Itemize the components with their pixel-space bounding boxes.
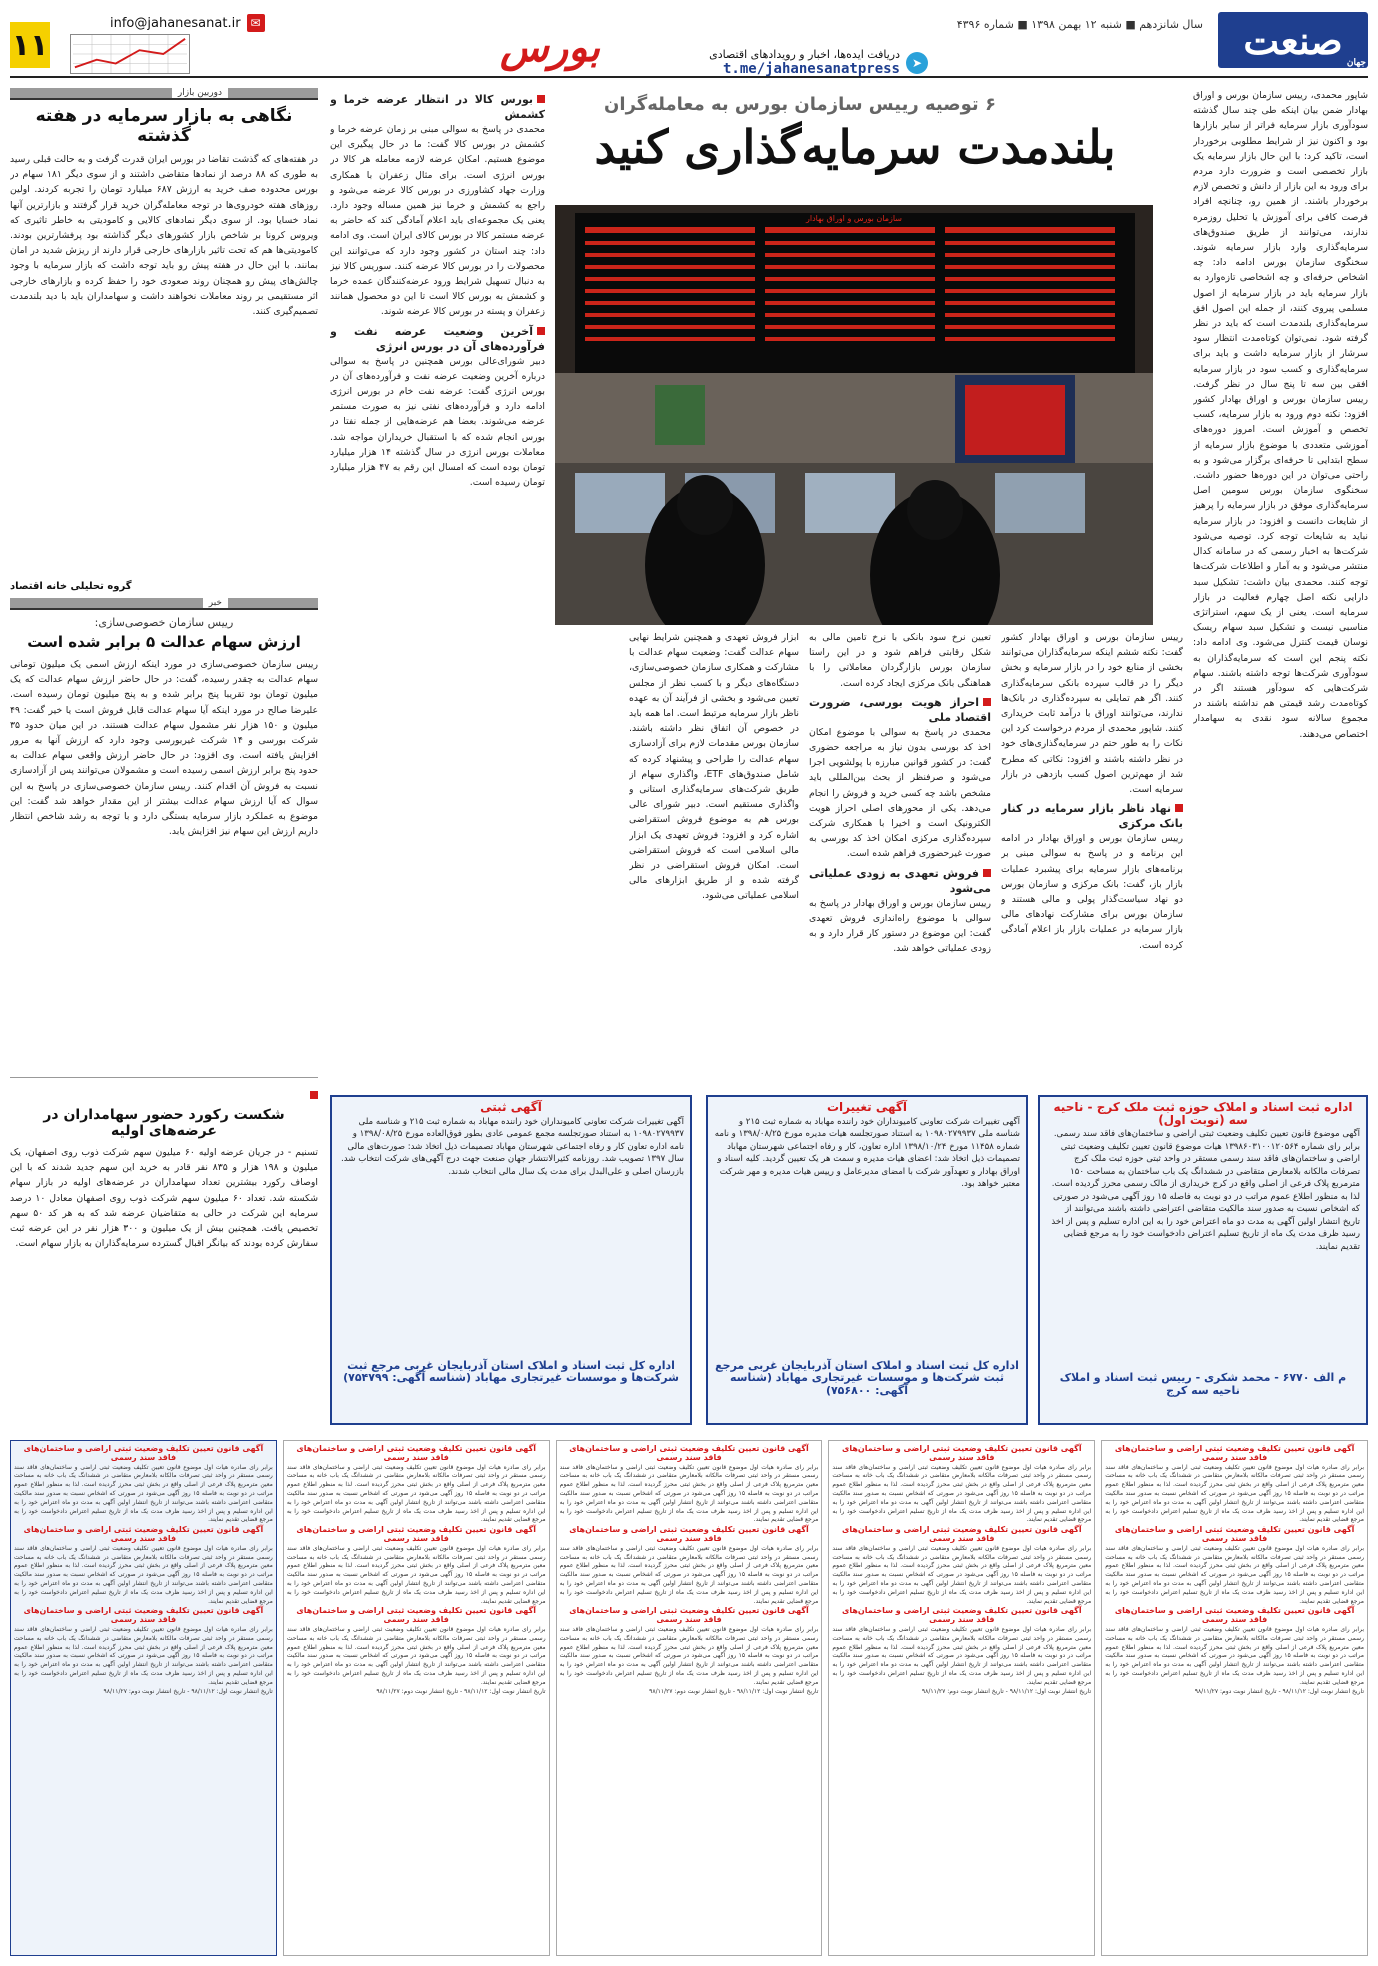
- article-column: شاپور محمدی، رییس سازمان بورس و اوراق بهادار ضمن بیان اینکه طی چند سال گذشته سودآوری بازار سرمایه فراتر از سایر بازارها بود و اکنون نیز از شرایط مطلوبی برخوردار است، تاکید کرد: با این حال بازار سرمایه یک بازار تخصصی است و ضرورت دارد مردم برای ورود به این بازار از دانش و تخصص لازم برخوردار باشند. از همین رو، چنانچه افراد فرصت کافی برای آموزش یا تحلیل روزمره ندارند، می‌توانند از طریق صندوق‌های سرمایه‌گذاری وارد بازار سرمایه شوند. سخنگوی سازمان بورس ادامه داد: چه اشخاص حرفه‌ای و چه اشخاصی تازه‌وارد به بازار سرمایه باید در بازار سرمایه از اصول مسلمی پیروی کنند، از جمله این اصول افق سرمایه‌گذاری بلندمدت است که باید در نظر گرفته شود. نمی‌توان کوتاه‌مدت انتظار سود سرشار از بازار سرمایه داشت و باید برای سرمایه‌گذاری و کسب سود در بازار سرمایه افقی بین سه تا پنج سال در نظر گرفت. رییس سازمان بورس و اوراق بهادار کشور افزود: نکته دوم ورود به بازار سرمایه، کسب تخصص و آموزش است. امروز دوره‌های آموزشی متعددی با موضوع بازار سرمایه از سطح ابتدایی تا حرفه‌ای برگزار می‌شود و به راحتی می‌توان در این دوره‌ها حضور داشت. سخنگوی سازمان بورس سومین اصل سرمایه‌گذاری موفق در بازار سرمایه را پرهیز از شایعات دانست و افزود: در بازار سرمایه نباید به شایعات توجه کرد. توصیه می‌شود شرکت‌ها به اخبار رسمی که در سامانه کدال منتشر می‌شود و به آمار و اطلاعات شرکت‌ها توجه کنند. محمدی بیان داشت: تشکیل سبد دارایی نکته اصل چهارم فعالیت در بازار سرمایه است. یعنی از یک سهم، استراتژی مناسبی نیست و تشکیل سبد سهام ریسک نوسان قیمت کنترل می‌شود. وی ادامه داد: نکته پنجم این است که سرمایه‌گذاران به سودآوری شرکت‌ها توجه داشته باشند. سهام شرکت‌هایی که سودآور هستند اگر در کوتاه‌مدت رشد قیمتی هم نداشته باشند در مجموع سالانه سود نقدی به سهامدار اختصاص می‌دهند.: [1193, 90, 1368, 740]
- article-subhead: فروش تعهدی به زودی عملیاتی می‌شود: [809, 866, 991, 895]
- email-address[interactable]: info@jahanesanat.ir: [110, 15, 241, 31]
- mini-ad[interactable]: آگهی قانون تعیین تکلیف وضعیت ثبتی اراضی و ساختمان‌های فاقد سند رسمی برابر رای صادره هیات اول موضوع قانون تعیین تکلیف وضعیت ثبتی اراضی و ساختمان‌های فاقد سند رسمی مستقر در واحد ثبتی تصرفات مالکانه بلامعارض متقاضی در ششدانگ یک باب خانه به مساحت معین مترمربع پلاک فرعی از اصلی واقع در بخش ثبتی محرز گردیده است. لذا به منظور اطلاع عموم مراتب در دو نوبت به فاصله ۱۵ روز آگهی می‌شود در صورتی که اشخاص نسبت به صدور سند مالکیت متقاضی اعتراضی داشته باشند می‌توانند از تاریخ انتشار اولین آگهی به مدت دو ماه اعتراض خود را به این اداره تسلیم و پس از اخذ رسید ظرف مدت یک ماه از تاریخ تسلیم اعتراض دادخواست خود را به مرجع قضایی تقدیم نمایند. آگهی قانون تعیین تکلیف وضعیت ثبتی اراضی و ساختمان‌های فاقد سند رسمی برابر رای صادره هیات اول موضوع قانون تعیین تکلیف وضعیت ثبتی اراضی و ساختمان‌های فاقد سند رسمی مستقر در واحد ثبتی تصرفات مالکانه بلامعارض متقاضی در ششدانگ یک باب خانه به مساحت معین مترمربع پلاک فرعی از اصلی واقع در بخش ثبتی محرز گردیده است. لذا به منظور اطلاع عموم مراتب در دو نوبت به فاصله ۱۵ روز آگهی می‌شود در صورتی که اشخاص نسبت به صدور سند مالکیت متقاضی اعتراضی داشته باشند می‌توانند از تاریخ انتشار اولین آگهی به مدت دو ماه اعتراض خود را به این اداره تسلیم و پس از اخذ رسید ظرف مدت یک ماه از تاریخ تسلیم اعتراض دادخواست خود را به مرجع قضایی تقدیم نمایند. آگهی قانون تعیین تکلیف وضعیت ثبتی اراضی و ساختمان‌های فاقد سند رسمی برابر رای صادره هیات اول موضوع قانون تعیین تکلیف وضعیت ثبتی اراضی و ساختمان‌های فاقد سند رسمی مستقر در واحد ثبتی تصرفات مالکانه بلامعارض متقاضی در ششدانگ یک باب خانه به مساحت معین مترمربع پلاک فرعی از اصلی واقع در بخش ثبتی محرز گردیده است. لذا به منظور اطلاع عموم مراتب در دو نوبت به فاصله ۱۵ روز آگهی می‌شود در صورتی که اشخاص نسبت به صدور سند مالکیت متقاضی اعتراضی داشته باشند می‌توانند از تاریخ انتشار اولین آگهی به مدت دو ماه اعتراض خود را به این اداره تسلیم و پس از اخذ رسید ظرف مدت یک ماه از تاریخ تسلیم اعتراض دادخواست خود را به مرجع قضایی تقدیم نمایند. تاریخ انتشار نوبت اول: ۹۸/۱۱/۱۲ - تاریخ انتشار نوبت دوم: ۹۸/۱۱/۲۷: [556, 1440, 823, 1956]
- ad-footer: م الف ۶۷۷۰ - محمد شکری - رییس ثبت اسناد و املاک ناحیه سه کرج: [1059, 1371, 1347, 1397]
- ad-body: آگهی تغییرات شرکت تعاونی کامیونداران خود راننده مهاباد به شماره ثبت ۲۱۵ و شناسه ملی ۱۰۹۸۰۲۷۹۹۳۷ به استناد صورتجلسه مجمع عمومی عادی بطور فوق‌العاده مورخ ۱۳۹۸/۰۸/۲۵ و نامه اداره تعاون کار و رفاه اجتماعی شهرستان مهاباد تصمیمات ذیل اتخاذ شد: صورت‌های مالی سال ۱۳۹۷ تصویب شد. روزنامه کثیرالانتشار جهان صنعت جهت درج آگهی‌های شرکت انتخاب شد. بازرسان اصلی و علی‌البدل برای مدت یک سال مالی انتخاب شدند.: [341, 1116, 684, 1177]
- article-body: در هفته‌های که گذشت تقاضا در بورس ایران قدرت گرفت و به حالت قبلی رسید به طوری که ۸۸ درصد از نمادها متقاضی داشتند و از سوی دیگر ۱۸۱ سهام در بورس محدوده صف خرید به ارزش ۶۸۷ میلیارد تومان را تجربه کردند. اولین روزهای هفته خودروی‌ها در توجه معامله‌گران خرید قرار گرفتند و بازارترین آنها نماد خسایا بود. از سوی دیگر نمادهای کالایی و کامودیتی به خاطر تاثیری که ویروس کرونا بر شاخص بازار کشورهای دیگر گذاشته بود پرفشارترین بودند. کامودیتی‌ها هم که تحت تاثیر بازارهای خارجی قرار دارند از ریزش شدید در امان بمانند. با این حال در هفته پیش رو باید توجه داشت که بازار سرمایه با وجود چالش‌های پیش رو همچنان روند صعودی خود را حفظ کرده و بازارهای خارجی اثر مستقیمی بر روند معاملات نخواهند داشت و سهامداران باید با دید بلندمدت تصمیم‌گیری کنند.: [10, 154, 318, 318]
- article-subhead: بورس کالا در انتظار عرضه خرما و کشمش: [330, 93, 545, 121]
- mini-ad[interactable]: آگهی قانون تعیین تکلیف وضعیت ثبتی اراضی و ساختمان‌های فاقد سند رسمی برابر رای صادره هیات اول موضوع قانون تعیین تکلیف وضعیت ثبتی اراضی و ساختمان‌های فاقد سند رسمی مستقر در واحد ثبتی تصرفات مالکانه بلامعارض متقاضی در ششدانگ یک باب خانه به مساحت معین مترمربع پلاک فرعی از اصلی واقع در بخش ثبتی محرز گردیده است. لذا به منظور اطلاع عموم مراتب در دو نوبت به فاصله ۱۵ روز آگهی می‌شود در صورتی که اشخاص نسبت به صدور سند مالکیت متقاضی اعتراضی داشته باشند می‌توانند از تاریخ انتشار اولین آگهی به مدت دو ماه اعتراض خود را به این اداره تسلیم و پس از اخذ رسید ظرف مدت یک ماه از تاریخ تسلیم اعتراض دادخواست خود را به مرجع قضایی تقدیم نمایند. آگهی قانون تعیین تکلیف وضعیت ثبتی اراضی و ساختمان‌های فاقد سند رسمی برابر رای صادره هیات اول موضوع قانون تعیین تکلیف وضعیت ثبتی اراضی و ساختمان‌های فاقد سند رسمی مستقر در واحد ثبتی تصرفات مالکانه بلامعارض متقاضی در ششدانگ یک باب خانه به مساحت معین مترمربع پلاک فرعی از اصلی واقع در بخش ثبتی محرز گردیده است. لذا به منظور اطلاع عموم مراتب در دو نوبت به فاصله ۱۵ روز آگهی می‌شود در صورتی که اشخاص نسبت به صدور سند مالکیت متقاضی اعتراضی داشته باشند می‌توانند از تاریخ انتشار اولین آگهی به مدت دو ماه اعتراض خود را به این اداره تسلیم و پس از اخذ رسید ظرف مدت یک ماه از تاریخ تسلیم اعتراض دادخواست خود را به مرجع قضایی تقدیم نمایند. آگهی قانون تعیین تکلیف وضعیت ثبتی اراضی و ساختمان‌های فاقد سند رسمی برابر رای صادره هیات اول موضوع قانون تعیین تکلیف وضعیت ثبتی اراضی و ساختمان‌های فاقد سند رسمی مستقر در واحد ثبتی تصرفات مالکانه بلامعارض متقاضی در ششدانگ یک باب خانه به مساحت معین مترمربع پلاک فرعی از اصلی واقع در بخش ثبتی محرز گردیده است. لذا به منظور اطلاع عموم مراتب در دو نوبت به فاصله ۱۵ روز آگهی می‌شود در صورتی که اشخاص نسبت به صدور سند مالکیت متقاضی اعتراضی داشته باشند می‌توانند از تاریخ انتشار اولین آگهی به مدت دو ماه اعتراض خود را به این اداره تسلیم و پس از اخذ رسید ظرف مدت یک ماه از تاریخ تسلیم اعتراض دادخواست خود را به مرجع قضایی تقدیم نمایند. تاریخ انتشار نوبت اول: ۹۸/۱۱/۱۲ - تاریخ انتشار نوبت دوم: ۹۸/۱۱/۲۷: [283, 1440, 550, 1956]
- mini-ad[interactable]: آگهی قانون تعیین تکلیف وضعیت ثبتی اراضی و ساختمان‌های فاقد سند رسمی برابر رای صادره هیات اول موضوع قانون تعیین تکلیف وضعیت ثبتی اراضی و ساختمان‌های فاقد سند رسمی مستقر در واحد ثبتی تصرفات مالکانه بلامعارض متقاضی در ششدانگ یک باب خانه به مساحت معین مترمربع پلاک فرعی از اصلی واقع در بخش ثبتی محرز گردیده است. لذا به منظور اطلاع عموم مراتب در دو نوبت به فاصله ۱۵ روز آگهی می‌شود در صورتی که اشخاص نسبت به صدور سند مالکیت متقاضی اعتراضی داشته باشند می‌توانند از تاریخ انتشار اولین آگهی به مدت دو ماه اعتراض خود را به این اداره تسلیم و پس از اخذ رسید ظرف مدت یک ماه از تاریخ تسلیم اعتراض دادخواست خود را به مرجع قضایی تقدیم نمایند. آگهی قانون تعیین تکلیف وضعیت ثبتی اراضی و ساختمان‌های فاقد سند رسمی برابر رای صادره هیات اول موضوع قانون تعیین تکلیف وضعیت ثبتی اراضی و ساختمان‌های فاقد سند رسمی مستقر در واحد ثبتی تصرفات مالکانه بلامعارض متقاضی در ششدانگ یک باب خانه به مساحت معین مترمربع پلاک فرعی از اصلی واقع در بخش ثبتی محرز گردیده است. لذا به منظور اطلاع عموم مراتب در دو نوبت به فاصله ۱۵ روز آگهی می‌شود در صورتی که اشخاص نسبت به صدور سند مالکیت متقاضی اعتراضی داشته باشند می‌توانند از تاریخ انتشار اولین آگهی به مدت دو ماه اعتراض خود را به این اداره تسلیم و پس از اخذ رسید ظرف مدت یک ماه از تاریخ تسلیم اعتراض دادخواست خود را به مرجع قضایی تقدیم نمایند. آگهی قانون تعیین تکلیف وضعیت ثبتی اراضی و ساختمان‌های فاقد سند رسمی برابر رای صادره هیات اول موضوع قانون تعیین تکلیف وضعیت ثبتی اراضی و ساختمان‌های فاقد سند رسمی مستقر در واحد ثبتی تصرفات مالکانه بلامعارض متقاضی در ششدانگ یک باب خانه به مساحت معین مترمربع پلاک فرعی از اصلی واقع در بخش ثبتی محرز گردیده است. لذا به منظور اطلاع عموم مراتب در دو نوبت به فاصله ۱۵ روز آگهی می‌شود در صورتی که اشخاص نسبت به صدور سند مالکیت متقاضی اعتراضی داشته باشند می‌توانند از تاریخ انتشار اولین آگهی به مدت دو ماه اعتراض خود را به این اداره تسلیم و پس از اخذ رسید ظرف مدت یک ماه از تاریخ تسلیم اعتراض دادخواست خود را به مرجع قضایی تقدیم نمایند. تاریخ انتشار نوبت اول: ۹۸/۱۱/۱۲ - تاریخ انتشار نوبت دوم: ۹۸/۱۱/۲۷: [828, 1440, 1095, 1956]
- article-byline: گروه تحلیلی خانه اقتصاد: [10, 581, 132, 592]
- kicker-bar: [10, 88, 318, 100]
- telegram-url[interactable]: t.me/jahanesanatpress: [722, 61, 900, 77]
- bullet-icon: [1175, 804, 1183, 812]
- article-text: رییس سازمان بورس و اوراق بهادار در پاسخ به سوالی با موضوع راه‌اندازی فروش تعهدی گفت: این موضوع در دستور کار قرار دارد و به زودی عملیاتی خواهد شد.: [809, 897, 991, 955]
- kicker-bar: [10, 598, 318, 610]
- bullet-icon: [983, 698, 991, 706]
- mini-ad[interactable]: آگهی قانون تعیین تکلیف وضعیت ثبتی اراضی و ساختمان‌های فاقد سند رسمی برابر رای صادره هیات اول موضوع قانون تعیین تکلیف وضعیت ثبتی اراضی و ساختمان‌های فاقد سند رسمی مستقر در واحد ثبتی تصرفات مالکانه بلامعارض متقاضی در ششدانگ یک باب خانه به مساحت معین مترمربع پلاک فرعی از اصلی واقع در بخش ثبتی محرز گردیده است. لذا به منظور اطلاع عموم مراتب در دو نوبت به فاصله ۱۵ روز آگهی می‌شود در صورتی که اشخاص نسبت به صدور سند مالکیت متقاضی اعتراضی داشته باشند می‌توانند از تاریخ انتشار اولین آگهی به مدت دو ماه اعتراض خود را به این اداره تسلیم و پس از اخذ رسید ظرف مدت یک ماه از تاریخ تسلیم اعتراض دادخواست خود را به مرجع قضایی تقدیم نمایند. آگهی قانون تعیین تکلیف وضعیت ثبتی اراضی و ساختمان‌های فاقد سند رسمی برابر رای صادره هیات اول موضوع قانون تعیین تکلیف وضعیت ثبتی اراضی و ساختمان‌های فاقد سند رسمی مستقر در واحد ثبتی تصرفات مالکانه بلامعارض متقاضی در ششدانگ یک باب خانه به مساحت معین مترمربع پلاک فرعی از اصلی واقع در بخش ثبتی محرز گردیده است. لذا به منظور اطلاع عموم مراتب در دو نوبت به فاصله ۱۵ روز آگهی می‌شود در صورتی که اشخاص نسبت به صدور سند مالکیت متقاضی اعتراضی داشته باشند می‌توانند از تاریخ انتشار اولین آگهی به مدت دو ماه اعتراض خود را به این اداره تسلیم و پس از اخذ رسید ظرف مدت یک ماه از تاریخ تسلیم اعتراض دادخواست خود را به مرجع قضایی تقدیم نمایند. آگهی قانون تعیین تکلیف وضعیت ثبتی اراضی و ساختمان‌های فاقد سند رسمی برابر رای صادره هیات اول موضوع قانون تعیین تکلیف وضعیت ثبتی اراضی و ساختمان‌های فاقد سند رسمی مستقر در واحد ثبتی تصرفات مالکانه بلامعارض متقاضی در ششدانگ یک باب خانه به مساحت معین مترمربع پلاک فرعی از اصلی واقع در بخش ثبتی محرز گردیده است. لذا به منظور اطلاع عموم مراتب در دو نوبت به فاصله ۱۵ روز آگهی می‌شود در صورتی که اشخاص نسبت به صدور سند مالکیت متقاضی اعتراضی داشته باشند می‌توانند از تاریخ انتشار اولین آگهی به مدت دو ماه اعتراض خود را به این اداره تسلیم و پس از اخذ رسید ظرف مدت یک ماه از تاریخ تسلیم اعتراض دادخواست خود را به مرجع قضایی تقدیم نمایند. تاریخ انتشار نوبت اول: ۹۸/۱۱/۱۲ - تاریخ انتشار نوبت دوم: ۹۸/۱۱/۲۷: [10, 1440, 277, 1956]
- issue-info: سال شانزدهم ■ شنبه ۱۲ بهمن ۱۳۹۸ ■ شماره ۴۳۹۶: [956, 18, 1203, 31]
- article-text: دبیر شورای‌عالی بورس همچنین در پاسخ به سوالی درباره آخرین وضعیت عرضه نفت و فرآورده‌های آن در بورس انرژی گفت: عرضه نفت خام در بورس انرژی ادامه دارد و فرآورده‌های نفتی نیز به صورت مستمر عرضه می‌شوند. بعضا هم عرضه‌هایی از جمله نفتا در بورس انجام شده که با استقبال خریداران مواجه شد. معاملات بورس انرژی در سال گذشته ۱۴ هزار میلیارد تومان بوده است که امسال این رقم به ۴۷ هزار میلیارد تومان رسیده است.: [330, 355, 545, 489]
- article-column: ابزار فروش تعهدی و همچنین شرایط نهایی سهام عدالت گفت: وضعیت سهام عدالت با مشارکت و همکاری سازمان خصوصی‌سازی، دستگاه‌های دیگر و با کسب نظر از مجلس تعیین می‌شود و بخشی از فرآیند آن به عهده ناظر بازار سرمایه مرتبط است. اما همه باید در خصوص آن اتفاق نظر داشته باشند. سازمان بورس مقدمات لازم برای آزادسازی سهام عدالت را طراحی و پیشنهاد کرده که شامل صندوق‌های ETF، واگذاری سهام از طریق شرکت‌های سرمایه‌گذاری استانی و واگذاری مستقیم است. دبیر شورای عالی بورس هم به موضوع فروش استقراضی اشاره کرد و افزود: فروش تعهدی یک ابزار مالی اسلامی است که فروش استقراضی است. امکان فروش استقراضی در نظر گرفته شده و از طریق ابزارهای مالی اسلامی عملیاتی می‌شود.: [629, 632, 799, 902]
- email-contact[interactable]: [110, 14, 265, 32]
- ad-title: آگهی ثبتی: [480, 1100, 542, 1114]
- left-column: [10, 88, 318, 1315]
- bullet-icon: [983, 869, 991, 877]
- article-text: محمدی در پاسخ به سوالی مبنی بر زمان عرضه خرما و کشمش در بورس کالا گفت: ما در حال پیگیری این موضوع هستیم. امکان عرضه لازمه معامله هر کالا در بورس انرژی است. برای مثال زعفران با همکاری وزارت جهاد کشاورزی در بورس کالا عرضه می‌شود و راجع به کشمش و خرما نیز همین مساله وجود دارد. یعنی یک مجموعه‌ای باید اعلام آمادگی کند که حاضر به عرضه مستمر کالا در بورس کالای ایران است. وی ادامه داد: چند استان در کشور وجود دارد که می‌توانند این محصولات را در بورس کالا عرضه کنند. سوریس کالا نیز به دنبال تسهیل شرایط ورود عرضه‌کنندگان عمده خرما و کشمش به بورس کالا است تا این دو محصول همانند زعفران و پسته در بورس کالا عرضه شوند.: [330, 124, 545, 318]
- telegram-link[interactable]: [709, 48, 928, 77]
- main-headline[interactable]: بلندمدت سرمایه‌گذاری کنید: [594, 120, 1116, 174]
- stock-exchange-photo: [555, 205, 1153, 625]
- masthead: [10, 8, 1368, 78]
- page-number: ۱۱: [10, 22, 50, 68]
- ad-body: آگهی موضوع قانون تعیین تکلیف وضعیت ثبتی اراضی و ساختمان‌های فاقد سند رسمی. برابر رای شماره ۱۳۹۸۶۰۳۱۰۰۱۲۰۵۶۴ هیات موضوع قانون تعیین تکلیف وضعیت ثبتی اراضی و ساختمان‌های فاقد سند رسمی مستقر در واحد ثبتی حوزه ثبت ملک کرج تصرفات مالکانه بلامعارض متقاضی در ششدانگ یک باب ساختمان به مساحت ۱۵۰ مترمربع پلاک فرعی از اصلی واقع در کرج خریداری از مالک رسمی محرز گردیده است. لذا به منظور اطلاع عموم مراتب در دو نوبت به فاصله ۱۵ روز آگهی می‌شود در صورتی که اشخاص نسبت به صدور سند مالکیت متقاضی اعتراضی داشته باشند می‌توانند از تاریخ انتشار اولین آگهی به مدت دو ماه اعتراض خود را به این اداره تسلیم و پس از اخذ رسید ظرف مدت یک ماه از تاریخ تسلیم اعتراض دادخواست خود را به مرجع قضایی تقدیم نمایند.: [1051, 1129, 1360, 1252]
- article-text: رییس سازمان بورس و اوراق بهادار در ادامه این برنامه و در پاسخ به سوالی مبنی بر برنامه‌های بازار سرمایه برای پیشبرد عملیات بازار باز، گفت: بانک مرکزی و سازمان بورس دو نهاد سیاست‌گذار پولی و مالی هستند و سازمان بورس برای مشارکت نهادهای مالی بازار سرمایه در عملیات بازار باز اعلام آمادگی کرده است.: [1001, 833, 1183, 951]
- article-text: تعیین نرخ سود بانکی با نرخ تامین مالی به شکل رقابتی فراهم شود و در این راستا سازمان بورس بازارگردان معاملاتی را با هماهنگی بانک مرکزی ایجاد کرده است.: [809, 632, 991, 689]
- ad-footer: اداره کل ثبت اسناد و املاک استان آذربایجان غربی مرجع ثبت شرکت‌ها و موسسات غیرتجاری مهاباد (شناسه آگهی: ۷۵۴۷۹۹): [343, 1358, 679, 1384]
- ad-footer: اداره کل ثبت اسناد و املاک استان آذربایجان غربی مرجع ثبت شرکت‌ها و موسسات غیرتجاری مهاباد (شناسه آگهی: ۷۵۶۸۰۰): [715, 1358, 1019, 1397]
- article-body: رییس سازمان خصوصی‌سازی در مورد اینکه ارزش اسمی یک میلیون تومانی سهام عدالت به چقدر رسیده، گفت: در حال حاضر ارزش سهام عدالت که یک میلیون تومان بود تقریبا پنج برابر شده و به پنج میلیون تومان رسیده است. علیرضا صالح در مورد اینکه آیا سهام عدالت قابل فروش است یا خیر گفت: ۴۹ میلیون و ۱۵۰ هزار نفر مشمول سهام عدالت هستند. در این میان حدود ۳۵ شرکت بورسی و ۱۴ شرکت غیربورسی وجود دارد که ارزش آنها به مرور افزایش یافته است. وی افزود: در حال حاضر ارزش واقعی سهام عدالت به حدود پنج برابر ارزش اسمی رسیده است و مشمولان می‌توانند پس از آزادسازی نسبت به فروش آن اقدام کنند. رییس سازمان خصوصی‌سازی در پاسخ به این سوال که آیا ارزش سهام عدالت بیشتر از این مقدار خواهد شد گفت: این موضوع به عملکرد بازار سرمایه بستگی دارد و با توجه به رشد شاخص انتظار داریم ارزش این سهام نیز افزایش یابد.: [10, 659, 318, 838]
- article-subhead: احراز هویت بورسی، ضرورت اقتصاد ملی: [809, 695, 991, 724]
- chart-decoration-icon: [70, 34, 190, 74]
- kicker-label: خبر: [203, 598, 228, 608]
- mini-ads-grid: [10, 1440, 1368, 1956]
- kicker-label: دوربین بازار: [172, 88, 228, 98]
- ad-title: اداره ثبت اسناد و املاک حوزه ثبت ملک کرج - ناحیه سه (نوبت اول): [1053, 1100, 1353, 1127]
- article-subhead: نهاد ناظر بازار سرمایه در کنار بانک مرکزی: [1001, 802, 1183, 831]
- telegram-icon: ➤: [906, 52, 928, 74]
- section-title: بورس: [500, 24, 600, 71]
- ad-title: آگهی تغییرات: [826, 1100, 908, 1114]
- headline-kicker: ۶ توصیه رییس سازمان بورس به معامله‌گران: [604, 94, 996, 115]
- photo-screen-text: سازمان بورس و اوراق بهادار: [805, 214, 903, 223]
- email-icon: ✉: [247, 14, 265, 32]
- article-title[interactable]: نگاهی به بازار سرمایه در هفته گذشته: [35, 106, 293, 146]
- article-column: [809, 630, 991, 1080]
- bullet-icon: [537, 327, 545, 335]
- article-text: محمدی در پاسخ به سوالی با موضوع امکان اخذ کد بورسی بدون نیاز به مراجعه حضوری گفت: در کشور قوانین مبارزه با پولشویی اجرا می‌شود و صرفنظر از بحث بین‌المللی باید مشخص باشد چه کسی خرید و فروش را انجام می‌دهد. یکی از محورهای اصلی احراز هویت الکترونیک است و اخیرا با همکاری شرکت سپرده‌گذاری مرکزی امکان اخذ کد بورسی به صورت غیرحضوری فراهم شده است.: [809, 726, 991, 860]
- photo-illustration: [555, 205, 1153, 625]
- ad-body: آگهی تغییرات شرکت تعاونی کامیونداران خود راننده مهاباد به شماره ثبت ۲۱۵ و شناسه ملی ۱۰۹۸۰۲۷۹۹۳۷ به استناد صورتجلسه هیات مدیره مورخ ۱۳۹۸/۰۸/۲۵ و نامه شماره ۱۱۴۵۸ مورخ ۱۳۹۸/۱۰/۲۴ اداره تعاون، کار و رفاه اجتماعی شهرستان مهاباد تصمیمات ذیل اتخاذ شد: اعضای هیات مدیره و سمت هر یک تعیین گردید. کلیه اسناد و اوراق بهادار و تعهدآور شرکت با امضای مدیرعامل و رییس هیات مدیره و مهر شرکت معتبر خواهد بود.: [714, 1116, 1020, 1189]
- article-column: [1001, 630, 1183, 1080]
- article-subhead: آخرین وضعیت عرضه نفت و فرآورده‌های آن در بورس انرژی: [330, 324, 545, 353]
- logo-text: صنعت: [1243, 17, 1343, 63]
- logo-subtext: جهان: [1346, 58, 1366, 68]
- article-block: [10, 1077, 318, 1315]
- article-column: [330, 88, 545, 1078]
- telegram-caption: دریافت ایده‌ها، اخبار و رویدادهای اقتصادی: [709, 48, 900, 61]
- mini-ad[interactable]: آگهی قانون تعیین تکلیف وضعیت ثبتی اراضی و ساختمان‌های فاقد سند رسمی برابر رای صادره هیات اول موضوع قانون تعیین تکلیف وضعیت ثبتی اراضی و ساختمان‌های فاقد سند رسمی مستقر در واحد ثبتی تصرفات مالکانه بلامعارض متقاضی در ششدانگ یک باب خانه به مساحت معین مترمربع پلاک فرعی از اصلی واقع در بخش ثبتی محرز گردیده است. لذا به منظور اطلاع عموم مراتب در دو نوبت به فاصله ۱۵ روز آگهی می‌شود در صورتی که اشخاص نسبت به صدور سند مالکیت متقاضی اعتراضی داشته باشند می‌توانند از تاریخ انتشار اولین آگهی به مدت دو ماه اعتراض خود را به این اداره تسلیم و پس از اخذ رسید ظرف مدت یک ماه از تاریخ تسلیم اعتراض دادخواست خود را به مرجع قضایی تقدیم نمایند. آگهی قانون تعیین تکلیف وضعیت ثبتی اراضی و ساختمان‌های فاقد سند رسمی برابر رای صادره هیات اول موضوع قانون تعیین تکلیف وضعیت ثبتی اراضی و ساختمان‌های فاقد سند رسمی مستقر در واحد ثبتی تصرفات مالکانه بلامعارض متقاضی در ششدانگ یک باب خانه به مساحت معین مترمربع پلاک فرعی از اصلی واقع در بخش ثبتی محرز گردیده است. لذا به منظور اطلاع عموم مراتب در دو نوبت به فاصله ۱۵ روز آگهی می‌شود در صورتی که اشخاص نسبت به صدور سند مالکیت متقاضی اعتراضی داشته باشند می‌توانند از تاریخ انتشار اولین آگهی به مدت دو ماه اعتراض خود را به این اداره تسلیم و پس از اخذ رسید ظرف مدت یک ماه از تاریخ تسلیم اعتراض دادخواست خود را به مرجع قضایی تقدیم نمایند. آگهی قانون تعیین تکلیف وضعیت ثبتی اراضی و ساختمان‌های فاقد سند رسمی برابر رای صادره هیات اول موضوع قانون تعیین تکلیف وضعیت ثبتی اراضی و ساختمان‌های فاقد سند رسمی مستقر در واحد ثبتی تصرفات مالکانه بلامعارض متقاضی در ششدانگ یک باب خانه به مساحت معین مترمربع پلاک فرعی از اصلی واقع در بخش ثبتی محرز گردیده است. لذا به منظور اطلاع عموم مراتب در دو نوبت به فاصله ۱۵ روز آگهی می‌شود در صورتی که اشخاص نسبت به صدور سند مالکیت متقاضی اعتراضی داشته باشند می‌توانند از تاریخ انتشار اولین آگهی به مدت دو ماه اعتراض خود را به این اداره تسلیم و پس از اخذ رسید ظرف مدت یک ماه از تاریخ تسلیم اعتراض دادخواست خود را به مرجع قضایی تقدیم نمایند. تاریخ انتشار نوبت اول: ۹۸/۱۱/۱۲ - تاریخ انتشار نوبت دوم: ۹۸/۱۱/۲۷: [1101, 1440, 1368, 1956]
- article-title[interactable]: ارزش سهام عدالت ۵ برابر شده است: [27, 633, 301, 651]
- article-title[interactable]: شکست رکورد حضور سهامداران در عرضه‌های اولیه: [43, 1107, 285, 1139]
- article-subtitle: رییس سازمان خصوصی‌سازی:: [94, 616, 234, 629]
- classified-ad[interactable]: [706, 1095, 1028, 1425]
- article-body: تسنیم - در جریان عرضه اولیه ۶۰ میلیون سهم شرکت ذوب روی اصفهان، یک میلیون و ۱۹۸ هزار و ۸۳۵ نفر قادر به خرید این سهم جدید شدند که با این اوصاف رکورد بیشترین تعداد سهامداران در عرضه‌های اولیه در بازار سهام شکسته شد. تعداد ۶۰ میلیون سهم شرکت ذوب روی اصفهان معادل ۱۰ درصد سرمایه این شرکت در حالی به متقاضیان عرضه شد که به هر کد ۵۰ سهم تخصیص یافت. همچنین بیش از یک میلیون و ۳۰۰ هزار نفر در این عرضه ثبت سفارش کرده بودند که بیانگر اقبال گسترده سرمایه‌گذاران به بازار سهام است.: [10, 1147, 318, 1250]
- classified-ad[interactable]: [1038, 1095, 1368, 1425]
- classified-ad[interactable]: [330, 1095, 692, 1425]
- article-text: رییس سازمان بورس و اوراق بهادار کشور گفت: نکته ششم اینکه سرمایه‌گذاران می‌توانند بخشی از منابع خود را در بازار سرمایه و بخش دیگر را در قالب سپرده بانکی سرمایه‌گذاری کنند. اگر هم تمایلی به سپرده‌گذاری در بانک‌ها ندارند، می‌توانند اوراق با درآمد ثابت خریداری کنند. شاپور محمدی از مردم درخواست کرد این نکات را به طور حتم در سرمایه‌گذاری‌های خود در نظر داشته باشند و افزود: نکاتی که مطرح شد از مهم‌ترین اصول کسب بازدهی در بازار سرمایه است.: [1001, 632, 1183, 796]
- bullet-icon: [310, 1091, 318, 1099]
- bullet-icon: [537, 95, 545, 103]
- newspaper-logo[interactable]: [1218, 12, 1368, 68]
